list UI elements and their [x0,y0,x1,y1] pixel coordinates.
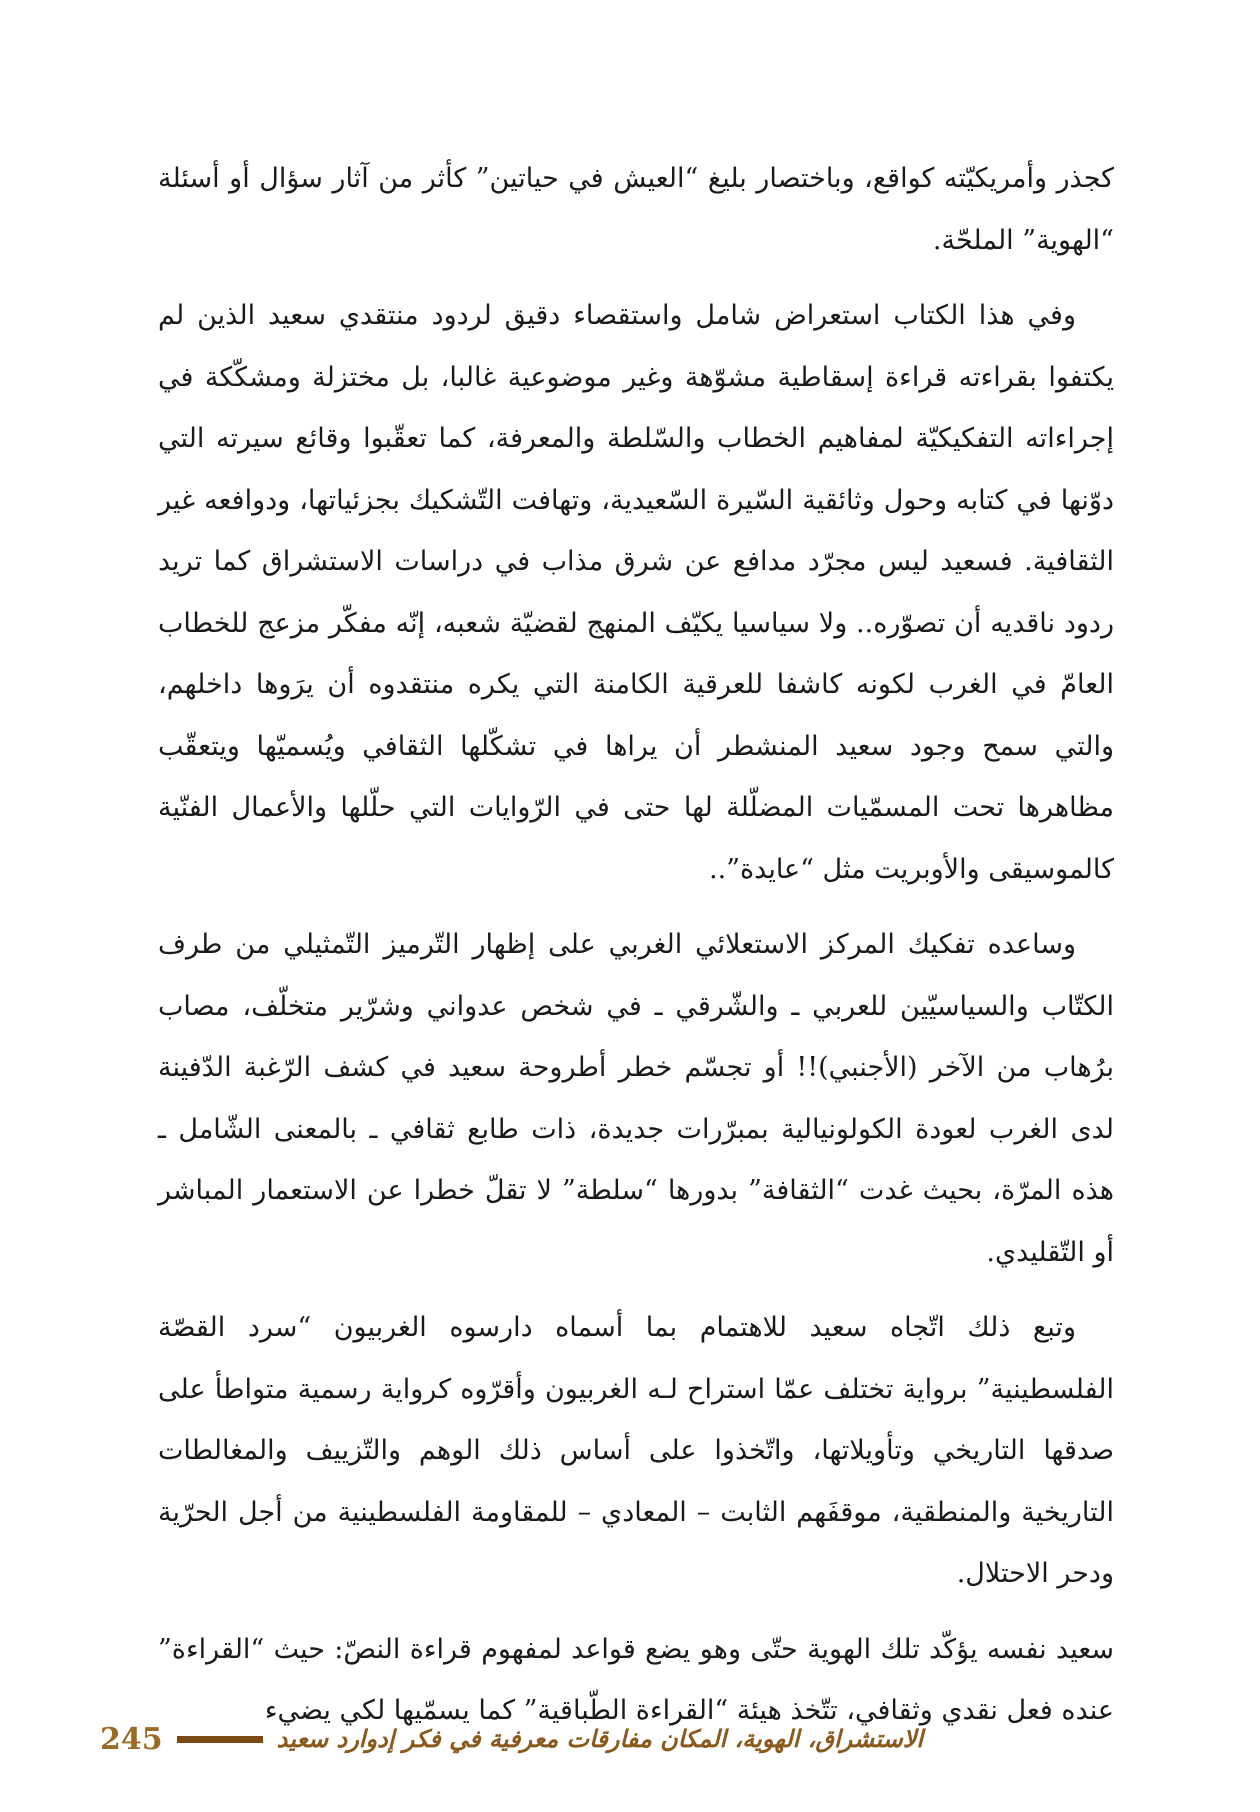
body-text [158,148,1114,1756]
running-title: الاستشراق، الهوية، المكان مفارقات معرفية في فكر إدوارد سعيد [276,1725,924,1753]
paragraph-continuation: كجذر وأمريكيّته كواقع، وباختصار بليغ “العيش في حياتين” كأثر من آثار سؤال أو أسئلة “الهوية” الملحّة. [158,163,1114,256]
paragraph-palestinian-narrative: وتبع ذلك اتّجاه سعيد للاهتمام بما أسماه دارسوه الغربيون “سرد القصّة الفلسطينية” برواية تختلف عمّا استراح لـه الغربيون وأقرّوه كرواية رسمية متواطأ على صدقها التاريخي وتأويلاتها، واتّخذوا على أساس ذلك الوهم والتّزييف والمغالطات التاريخية والمنطقية، موقفَهم الثابت – المعادي – للمقاومة الفلسطينية من أجل الحرّية ودحر الاحتلال. [158,1312,1114,1589]
page-number: 245 [100,1721,163,1757]
paragraph-critics-review: وفي هذا الكتاب استعراض شامل واستقصاء دقيق لردود منتقدي سعيد الذين لم يكتفوا بقراءته قراءة إسقاطية مشوّهة وغير موضوعية غالبا، بل مختزلة ومشكّكة في إجراءاته التفكيكيّة لمفاهيم الخطاب والسّلطة والمعرفة، كما تعقّبوا وقائع سيرته التي دوّنها في كتابه وحول وثائقية السّيرة السّعيدية، وتهافت التّشكيك بجزئياتها، ودوافعه غير الثقافية. فسعيد ليس مجرّد مدافع عن شرق مذاب في دراسات الاستشراق كما تريد ردود ناقديه أن تصوّره.. ولا سياسيا يكيّف المنهج لقضيّة شعبه، إنّه مفكّر مزعج للخطاب العامّ في الغرب لكونه كاشفا للعرقية الكامنة التي يكره منتقدوه أن يرَوها داخلهم، والتي سمح وجود سعيد المنشطر أن يراها في تشكّلها الثقافي ويُسميّها ويتعقّب مظاهرها تحت المسمّيات المضلّلة لها حتى في الرّوايات التي حلّلها والأعمال الفنّية كالموسيقى والأوبريت مثل “عايدة”.. [158,300,1114,885]
paragraph-deconstruction: وساعده تفكيك المركز الاستعلائي الغربي على إظهار التّرميز التّمثيلي من طرف الكتّاب والسياسيّين للعربي ـ والشّرقي ـ في شخص عدواني وشرّير متخلّف، مصاب برُهاب من الآخر (الأجنبي)!! أو تجسّم خطر أطروحة سعيد في كشف الرّغبة الدّفينة لدى الغرب لعودة الكولونيالية بمبرّرات جديدة، ذات طابع ثقافي ـ بالمعنى الشّامل ـ هذه المرّة، بحيث غدت “الثقافة” بدورها “سلطة” لا تقلّ خطرا عن الاستعمار المباشر أو التّقليدي. [158,929,1115,1268]
footer-divider [177,1736,263,1743]
paragraph-reading: سعيد نفسه يؤكّد تلك الهوية حتّى وهو يضع قواعد لمفهوم قراءة النصّ: حيث “القراءة” عنده فعل نقدي وثقافي، تتّخذ هيئة “القراءة الطّباقية” كما يسمّيها لكي يضيء [158,1633,1114,1726]
page-footer [100,1714,1120,1764]
